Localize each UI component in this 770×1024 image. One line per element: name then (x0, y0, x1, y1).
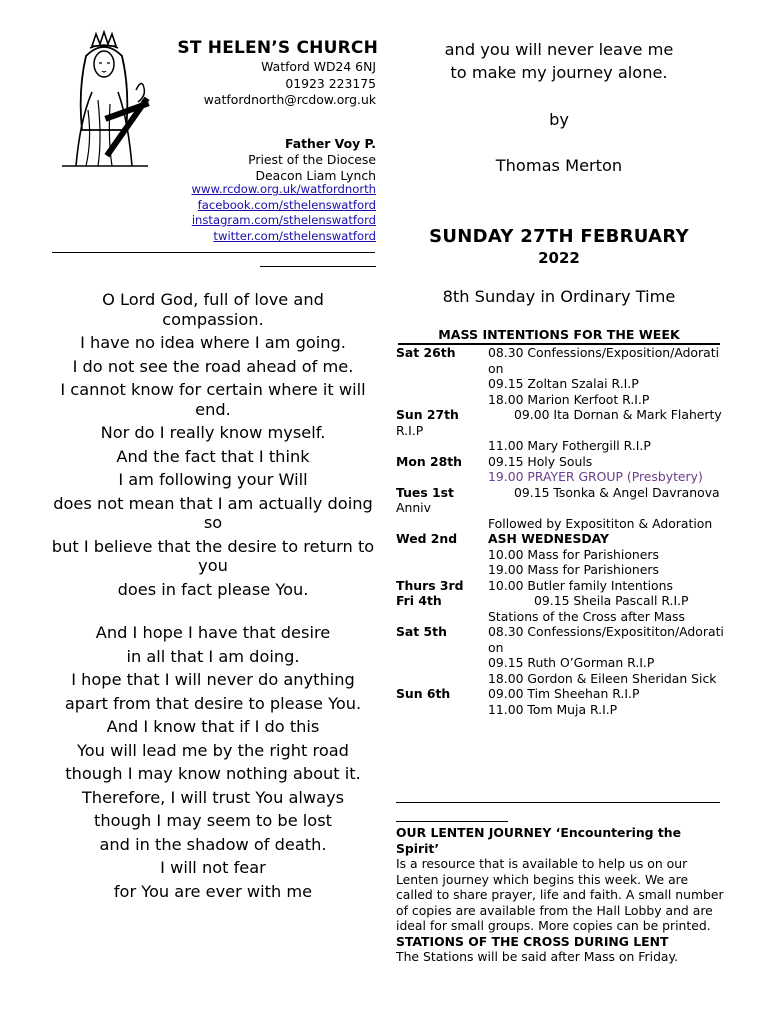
mass-row (396, 578, 724, 594)
mass-text: 19.00 Mass for Parishioners (488, 562, 659, 577)
mass-row (396, 547, 724, 563)
mass-row (396, 376, 724, 392)
section-divider (396, 802, 720, 803)
church-email[interactable]: watfordnorth@rcdow.org.uk (203, 92, 376, 107)
prayer-line: to make my journey alone. (450, 63, 668, 82)
mass-day (396, 392, 488, 408)
header-divider-short (260, 266, 376, 267)
stations-heading: STATIONS OF THE CROSS DURING LENT (396, 933, 669, 949)
mass-row (396, 655, 724, 671)
prayer-line: O Lord God, full of love and compassion. (102, 290, 324, 329)
mass-row (396, 609, 724, 625)
prayer-line: And I know that if I do this (106, 717, 320, 736)
mass-row (396, 407, 724, 438)
mass-text: 18.00 Gordon & Eileen Sheridan Sick (488, 670, 717, 686)
mass-text: 10.00 Butler family Intentions (488, 577, 673, 593)
prayer-line: I do not see the road ahead of me. (72, 356, 354, 376)
sunday-year: 2022 (538, 249, 580, 267)
mass-day (396, 438, 488, 454)
sunday-date: SUNDAY 27TH FEBRUARY (429, 226, 689, 247)
mass-row (396, 454, 724, 470)
mass-day (396, 516, 488, 532)
church-address: Watford WD24 6NJ (261, 59, 376, 74)
mass-row (396, 702, 724, 718)
prayer-gap (50, 603, 376, 623)
mass-text: 08.30 Confessions/Exposition/Adoration (488, 345, 720, 376)
prayer-line: and in the shadow of death. (99, 834, 327, 854)
prayer-line: You will lead me by the right road (77, 740, 349, 760)
instagram-link[interactable]: instagram.com/sthelenswatford (191, 213, 376, 227)
mass-day (396, 702, 488, 718)
prayer-line: I am following your Will (118, 470, 308, 489)
mass-day (396, 376, 488, 392)
mass-row (396, 516, 724, 532)
prayer-author: Thomas Merton (495, 156, 623, 175)
mass-text: 19.00 PRAYER GROUP (Presbytery) (488, 469, 703, 484)
facebook-link[interactable]: facebook.com/sthelenswatford (197, 197, 376, 212)
mass-text: 10.00 Mass for Parishioners (488, 546, 659, 562)
mass-day: Sun 27th (396, 407, 459, 422)
prayer-line: in all that I am doing. (126, 646, 300, 666)
mass-day: Thurs 3rd (396, 577, 464, 593)
prayer-line: apart from that desire to please You. (64, 693, 362, 713)
prayer-line: Therefore, I will trust You always (81, 787, 345, 807)
mass-intentions-list (396, 345, 724, 717)
lenten-heading: OUR LENTEN JOURNEY ‘Encountering the Spirit’ (396, 825, 681, 856)
twitter-link[interactable]: twitter.com/sthelenswatford (213, 228, 376, 243)
mass-row (396, 469, 724, 485)
mass-text: 18.00 Marion Kerfoot R.I.P (488, 391, 650, 407)
prayer-continuation (398, 38, 720, 177)
church-phone: 01923 223175 (285, 75, 376, 91)
header-divider (52, 252, 375, 253)
mass-day: Sun 6th (396, 686, 451, 701)
prayer-line: I will not fear (160, 858, 266, 877)
church-contact (150, 59, 376, 109)
prayer-line: and you will never leave me (444, 40, 674, 59)
mass-day: Sat 5th (396, 624, 447, 639)
mass-row (396, 345, 724, 376)
prayer-line: but I believe that the desire to return to you (51, 536, 375, 575)
mass-day: Wed 2nd (396, 531, 458, 546)
mass-row (396, 485, 724, 516)
mass-day (396, 671, 488, 687)
mass-text: 09.15 Ruth O’Gorman R.I.P (488, 655, 655, 670)
mass-text: 09.15 Holy Souls (488, 453, 593, 469)
mass-row (396, 562, 724, 578)
lenten-section (396, 825, 724, 965)
mass-text: Stations of the Cross after Mass (488, 608, 685, 624)
prayer-line: And I hope I have that desire (95, 623, 331, 642)
mass-row (396, 392, 724, 408)
prayer-line: And the fact that I think (116, 446, 310, 466)
prayer-text (50, 290, 376, 905)
clergy-info (150, 136, 376, 183)
mass-text: 09.00 Ita Dornan & Mark Flaherty R.I.P (396, 407, 722, 438)
mass-text: 08.30 Confessions/Exposititon/Adoration (488, 624, 724, 655)
prayer-line: though I may seem to be lost (93, 811, 332, 830)
mass-day (396, 562, 488, 578)
mass-day: Mon 28th (396, 453, 462, 469)
mass-text: Followed by Exposititon & Adoration (488, 515, 713, 531)
social-links (150, 182, 376, 244)
liturgical-day: 8th Sunday in Ordinary Time (442, 287, 676, 306)
prayer-line: I have no idea where I am going. (80, 333, 346, 352)
mass-row (396, 671, 724, 687)
stations-body: The Stations will be said after Mass on Friday. (396, 949, 679, 964)
mass-day (396, 547, 488, 563)
mass-row (396, 686, 724, 702)
website-link[interactable]: www.rcdow.org.uk/watfordnorth (191, 182, 376, 196)
mass-day: Fri 4th (396, 593, 442, 608)
mass-intentions-heading: MASS INTENTIONS FOR THE WEEK (398, 327, 720, 345)
mass-text: 09.15 Zoltan Szalai R.I.P (488, 376, 639, 391)
mass-text: 09.15 Tsonka & Angel Davranova Anniv (396, 484, 720, 515)
mass-row (396, 438, 724, 454)
mass-text: 09.15 Sheila Pascall R.I.P (534, 593, 689, 608)
prayer-line: I cannot know for certain where it will end. (60, 380, 366, 419)
mass-text: 11.00 Mary Fothergill R.I.P (488, 438, 651, 453)
mass-row (396, 624, 724, 655)
prayer-line: does not mean that I am actually doing so (53, 493, 373, 532)
prayer-line: though I may know nothing about it. (65, 764, 361, 783)
priest-role: Priest of the Diocese (248, 151, 376, 167)
mass-day (396, 469, 488, 485)
prayer-line: I hope that I will never do anything (71, 670, 355, 689)
mass-day: Sat 26th (396, 345, 456, 360)
mass-row (396, 593, 724, 609)
church-name: ST HELEN’S CHURCH (177, 38, 378, 58)
church-logo (52, 30, 157, 168)
prayer-line: Nor do I really know myself. (100, 423, 326, 442)
st-helen-cross-icon (52, 30, 157, 168)
section-divider-short (396, 821, 508, 822)
mass-day (396, 655, 488, 671)
mass-text: ASH WEDNESDAY (488, 531, 610, 546)
lenten-body: Is a resource that is available to help us on our Lenten journey which begins this week. We are called to share prayer, life and faith. A small number of copies are available from the Hall Lobby and are ideal for small groups. More copies can be printed. (396, 856, 724, 933)
mass-row (396, 531, 724, 547)
mass-text: 09.00 Tim Sheehan R.I.P (488, 686, 640, 701)
prayer-line: does in fact please You. (117, 579, 309, 599)
priest-name: Father Voy P. (285, 136, 376, 151)
prayer-line: for You are ever with me (113, 881, 313, 901)
mass-text: 11.00 Tom Muja R.I.P (488, 701, 618, 717)
mass-day: Tues 1st (396, 484, 454, 500)
deacon-name: Deacon Liam Lynch (255, 167, 376, 183)
prayer-by: by (549, 110, 569, 129)
mass-day (396, 609, 488, 625)
